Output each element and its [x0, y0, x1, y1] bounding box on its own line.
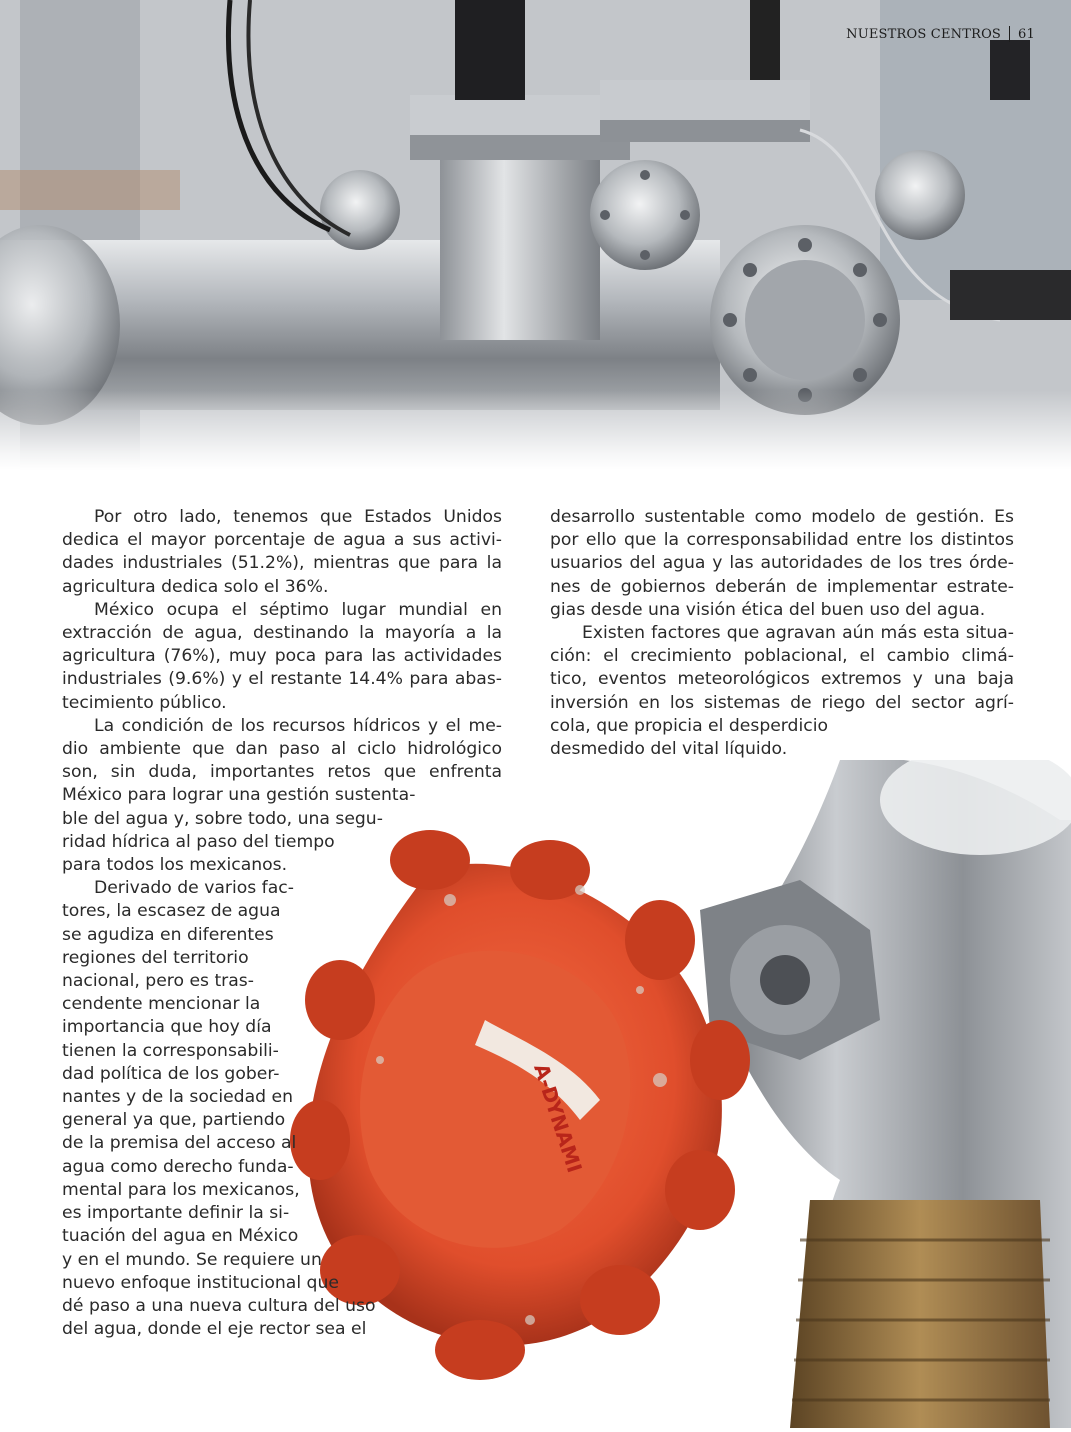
text-line: agricultura (76%), muy poca para las actividades: [62, 646, 502, 667]
text-line: dedica el mayor porcentaje de agua a sus activi-: [62, 530, 502, 551]
text-line: ble del agua y, sobre todo, una segu-: [62, 808, 383, 829]
text-line: extracción de agua, destinando la mayoría a la: [62, 623, 502, 644]
valve-label-text: A-DYNAMI: [529, 1060, 587, 1176]
text-line: agricultura dedica solo el 36%.: [62, 576, 329, 597]
text-line: tecimiento público.: [62, 692, 227, 713]
text-line: del agua, donde el eje rector sea el: [62, 1319, 367, 1340]
text-line: dad política de los gober-: [62, 1063, 280, 1084]
text-line: nacional, pero es tras-: [62, 971, 254, 992]
text-line: para todos los mexicanos.: [62, 855, 288, 876]
text-line: dé paso a una nueva cultura del uso: [62, 1295, 376, 1316]
paragraph-recursos-hidricos: [62, 715, 502, 877]
text-line: tuación del agua en México: [62, 1226, 299, 1247]
text-line: usuarios del agua y las autoridades de los tres órde-: [550, 553, 1014, 574]
article-column-left: [62, 506, 502, 1341]
text-line: inversión en los sistemas de riego del sector agrí-: [550, 692, 1014, 713]
header-divider: [1009, 26, 1010, 42]
text-line: por ello que la corresponsabilidad entre los distintos: [550, 530, 1014, 551]
text-line: nes de gobiernos deberán de implementar estrate-: [550, 576, 1014, 597]
text-line: México ocupa el séptimo lugar mundial en: [94, 599, 502, 620]
text-line: general ya que, partiendo: [62, 1110, 286, 1131]
text-line: es importante definir la si-: [62, 1203, 290, 1224]
text-line: dades industriales (51.2%), mientras que para la: [62, 553, 502, 574]
photo-fade: [0, 390, 1071, 470]
text-line: y en el mundo. Se requiere un: [62, 1249, 322, 1270]
text-line: La condición de los recursos hídricos y el me-: [94, 715, 502, 736]
text-line: mental para los mexicanos,: [62, 1179, 300, 1200]
text-line: Existen factores que agravan aún más esta situa-: [582, 623, 1014, 644]
paragraph-factores: [550, 622, 1014, 761]
text-line: ción: el crecimiento poblacional, el cambio climá-: [550, 646, 1014, 667]
text-line: gias desde una visión ética del buen uso del agua.: [550, 599, 986, 620]
paragraph-desarrollo-sustentable: [550, 506, 1014, 622]
paragraph-escasez: [62, 877, 502, 1341]
text-line: son, sin duda, importantes retos que enfrenta: [62, 762, 502, 783]
text-line: de la premisa del acceso al: [62, 1133, 297, 1154]
section-title: NUESTROS CENTROS: [846, 26, 1002, 42]
text-line: México para lograr una gestión sustenta-: [62, 785, 416, 806]
paragraph-estados-unidos: [62, 506, 502, 599]
text-line: cola, que propicia el desperdicio: [550, 715, 828, 736]
running-head: [846, 26, 1035, 42]
text-line: se agudiza en diferentes: [62, 924, 274, 945]
text-line: Derivado de varios fac-: [94, 878, 294, 899]
text-line: tienen la corresponsabili-: [62, 1040, 279, 1061]
paragraph-mexico-extraccion: [62, 599, 502, 715]
text-line: tores, la escasez de agua: [62, 901, 281, 922]
text-line: ridad hídrica al paso del tiempo: [62, 831, 335, 852]
text-line: agua como derecho funda-: [62, 1156, 294, 1177]
article-column-right: [550, 506, 1014, 761]
text-line: industriales (9.6%) y el restante 14.4% para abas-: [62, 669, 502, 690]
text-line: Por otro lado, tenemos que Estados Unidos: [94, 507, 502, 527]
text-line: nantes y de la sociedad en: [62, 1087, 293, 1108]
text-line: tico, eventos meteorológicos extremos y una baja: [550, 669, 1014, 690]
page-number: 61: [1018, 26, 1035, 42]
text-line: regiones del territorio: [62, 947, 249, 968]
text-line: importancia que hoy día: [62, 1017, 272, 1038]
text-line: dio ambiente que dan paso al ciclo hidrológico: [62, 739, 502, 760]
text-line: nuevo enfoque institucional que: [62, 1272, 339, 1293]
text-line: desmedido del vital líquido.: [550, 739, 788, 760]
text-line: cendente mencionar la: [62, 994, 261, 1015]
industrial-pipes-photo: [0, 0, 1071, 470]
text-line: desarrollo sustentable como modelo de gestión. Es: [550, 507, 1014, 527]
